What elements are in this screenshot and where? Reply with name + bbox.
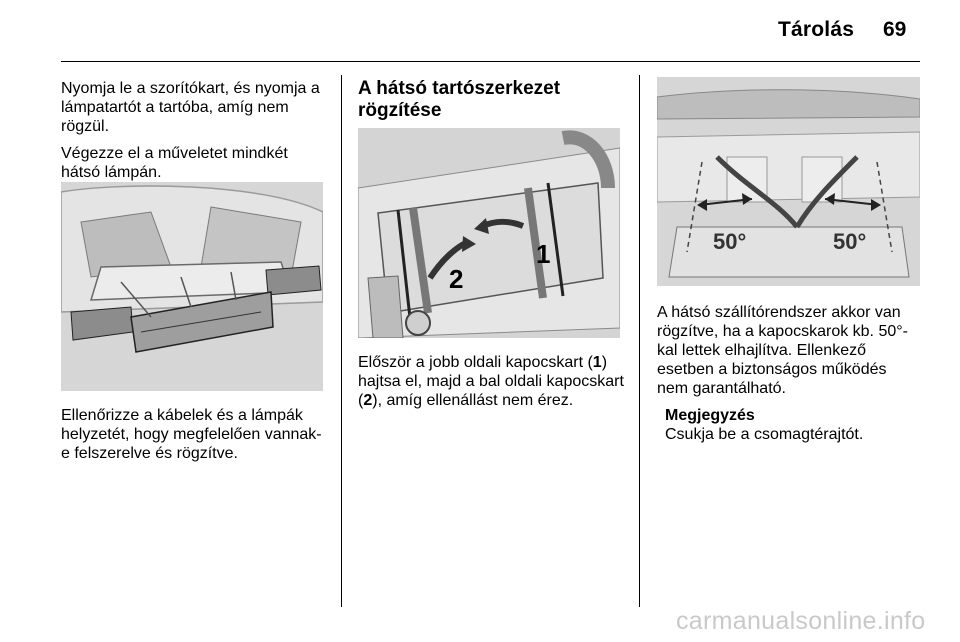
angle-label-left: 50°	[713, 229, 747, 254]
instruction-paragraph: Végezze el a műveletet mindkét hátsó lámpán.	[61, 145, 288, 181]
figure-label-2: 2	[449, 264, 464, 294]
header-rule	[61, 61, 920, 62]
column-2	[358, 78, 624, 122]
column-2-lower	[358, 353, 624, 418]
section-heading: A hátsó tartószerkezet rögzítése	[358, 78, 561, 121]
angle-label-right: 50°	[833, 229, 867, 254]
instruction-paragraph: Először a jobb oldali kapocskart (1) hajtsa el, majd a bal oldali kapocskart (2), amíg ellenállást nem érez.	[358, 354, 624, 409]
note-title: Megjegyzés	[665, 407, 755, 424]
column-divider-1	[341, 75, 342, 607]
instruction-paragraph: Ellenőrizze a kábelek és a lámpák helyzetét, hogy megfelelően vannak-e felszerelve és rögzítve.	[61, 407, 322, 462]
instruction-paragraph: Nyomja le a szorítókart, és nyomja a lámpatartót a tartóba, amíg nem rögzül.	[61, 80, 320, 135]
instruction-paragraph: A hátsó szállítórendszer akkor van rögzítve, ha a kapocskarok kb. 50°-kal lettek elhajlítva. Ellenkező esetben a biztonságos működés nem garantálható.	[657, 304, 908, 397]
column-1-lower	[61, 406, 329, 471]
page-number: 69	[883, 18, 907, 41]
column-3	[657, 303, 920, 444]
carrier-lever-figure	[358, 128, 620, 338]
figure-label-1: 1	[536, 239, 551, 269]
note-text: Csukja be a csomagtérajtót.	[665, 426, 864, 443]
section-title: Tárolás	[778, 18, 855, 41]
watermark: carmanualsonline.info	[676, 607, 926, 635]
note-block	[657, 406, 920, 444]
column-1	[61, 79, 329, 190]
rear-lamp-figure	[61, 182, 323, 391]
column-divider-2	[639, 75, 640, 607]
lever-angle-figure	[657, 77, 920, 286]
